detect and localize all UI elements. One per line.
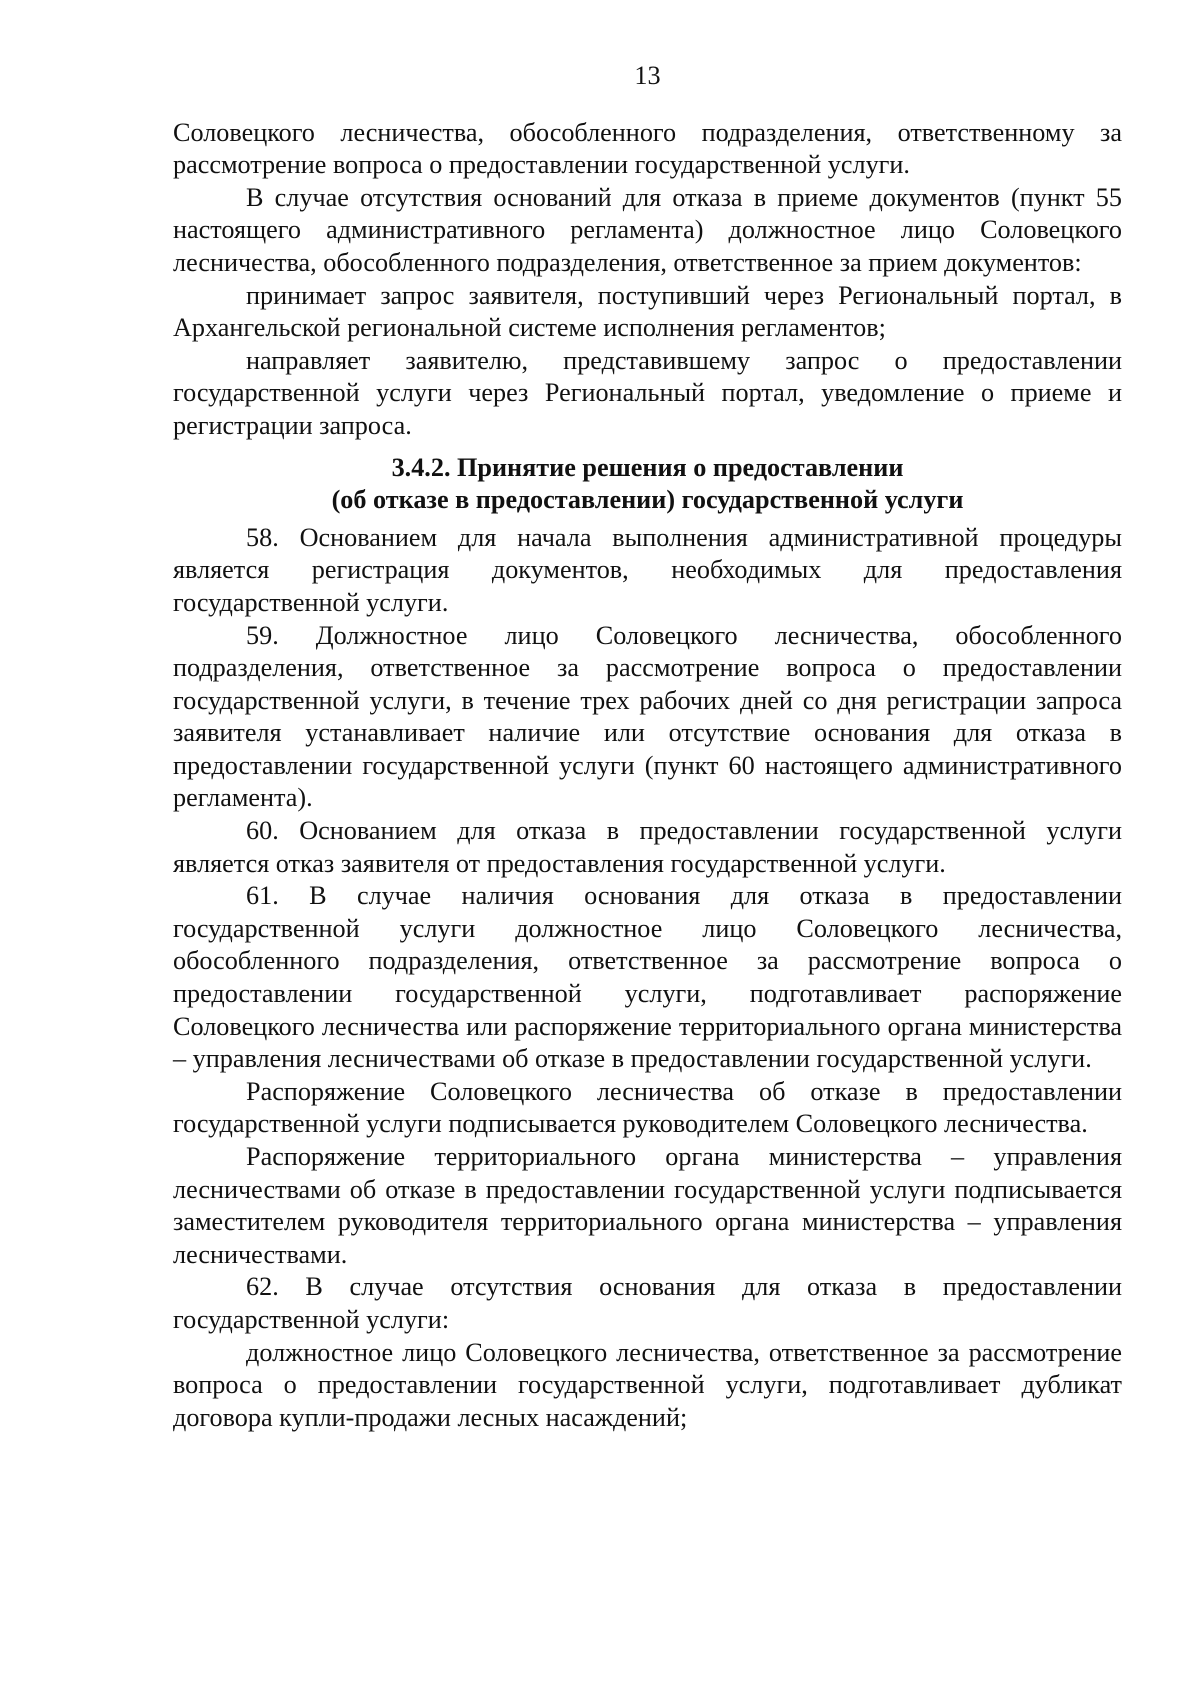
paragraph: направляет заявителю, представившему запрос о предоставлении государственной услуги через Региональный портал, уведомление о приеме и регистрации запроса.: [173, 345, 1122, 440]
paragraph: должностное лицо Соловецкого лесничества, ответственное за рассмотрение вопроса о предоставлении государственной услуги, подготавливает дубликат договора купли-продажи лесных насаждений;: [173, 1337, 1122, 1432]
paragraph-59: 59. Должностное лицо Соловецкого лесничества, обособленного подразделения, ответственное за рассмотрение вопроса о предоставлении государственной услуги, в течение трех рабочих дней со дня регистрации запроса заявителя устанавливает наличие или отсутствие основания для отказа в предоставлении государственной услуги (пункт 60 настоящего административного регламента).: [173, 620, 1122, 813]
section-heading-line-1: 3.4.2. Принятие решения о предоставлении: [391, 452, 904, 482]
paragraph: принимает запрос заявителя, поступивший через Региональный портал, в Архангельской региональной системе исполнения регламентов;: [173, 280, 1122, 343]
section-heading: [173, 452, 1122, 517]
paragraph-62: 62. В случае отсутствия основания для отказа в предоставлении государственной услуги:: [173, 1272, 1122, 1334]
paragraph: Распоряжение территориального органа министерства – управления лесничествами об отказе в предоставлении государственной услуги подписывается заместителем руководителя территориального органа министерства – управления лесничествами.: [173, 1142, 1122, 1269]
paragraph-58: 58. Основанием для начала выполнения административной процедуры является регистрация документов, необходимых для предоставления государственной услуги.: [173, 522, 1122, 617]
document-page: [173, 60, 1122, 1434]
page-number: 13: [634, 61, 661, 90]
paragraph-60: 60. Основанием для отказа в предоставлении государственной услуги является отказ заявителя от предоставления государственной услуги.: [173, 816, 1122, 878]
paragraph-61: 61. В случае наличия основания для отказа в предоставлении государственной услуги должностное лицо Соловецкого лесничества, обособленного подразделения, ответственное за рассмотрение вопроса о предоставлении государственной услуги, подготавливает распоряжение Соловецкого лесничества или распоряжение территориального органа министерства – управления лесничествами об отказе в предоставлении государственной услуги.: [173, 881, 1122, 1074]
paragraph: Распоряжение Соловецкого лесничества об отказе в предоставлении государственной услуги подписывается руководителем Соловецкого лесничества.: [173, 1076, 1122, 1139]
section-heading-line-2: (об отказе в предоставлении) государственной услуги: [331, 485, 964, 515]
paragraph: В случае отсутствия оснований для отказа в приеме документов (пункт 55 настоящего административного регламента) должностное лицо Соловецкого лесничества, обособленного подразделения, ответственное за прием документов:: [173, 182, 1122, 277]
paragraph-continuation: Соловецкого лесничества, обособленного подразделения, ответственному за рассмотрение вопроса о предоставлении государственной услуги.: [173, 117, 1122, 180]
